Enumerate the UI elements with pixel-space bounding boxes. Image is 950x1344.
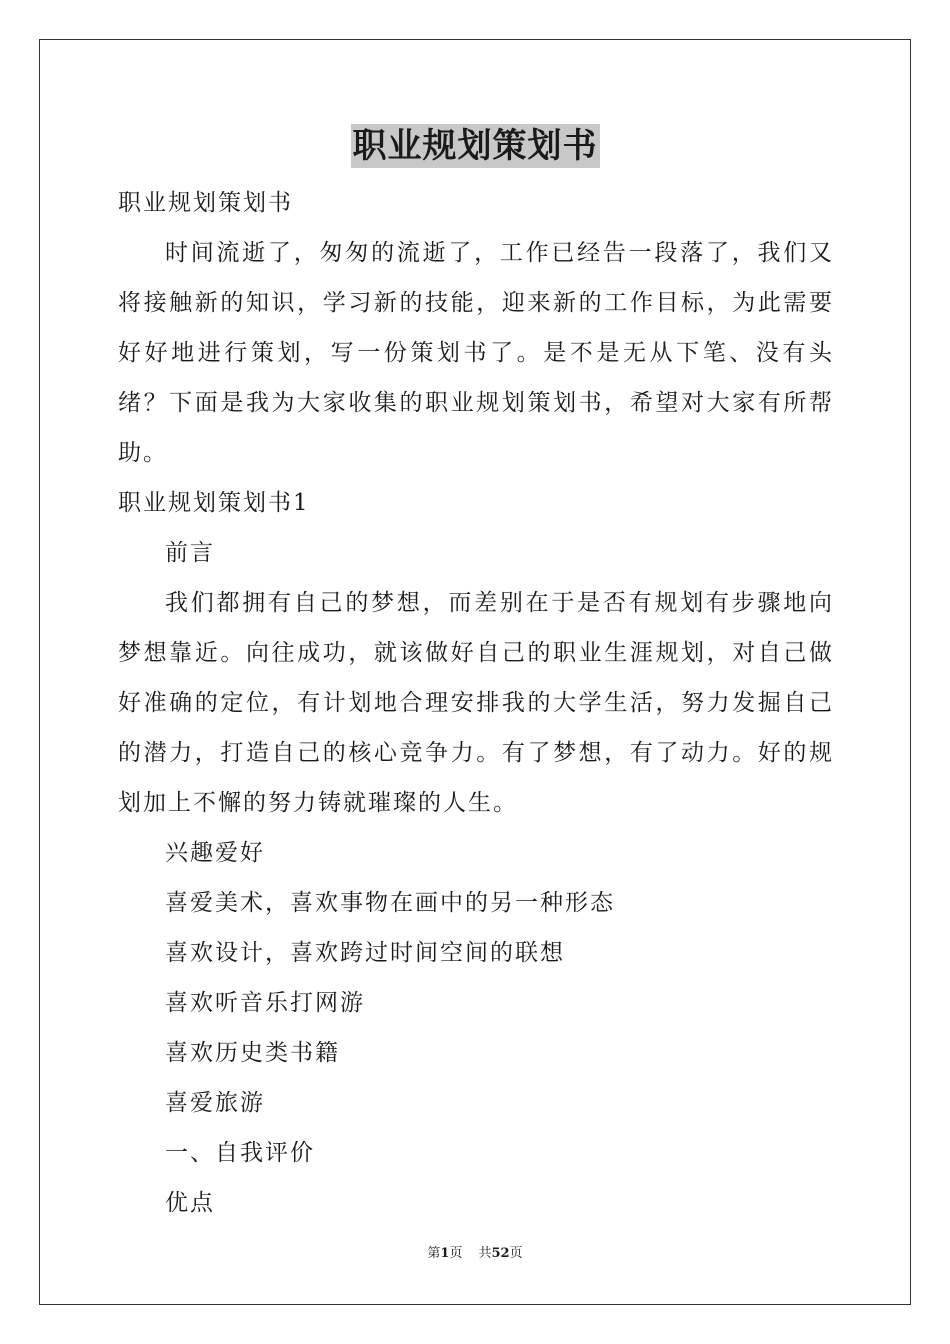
- page-suffix: 页: [449, 1246, 463, 1261]
- page-prefix: 第: [427, 1246, 441, 1261]
- section-heading: 职业规划策划书1: [118, 490, 310, 516]
- hobby-item: 喜欢设计，喜欢跨过时间空间的联想: [165, 940, 565, 966]
- subtitle-line: 职业规划策划书: [118, 190, 293, 216]
- hobby-item: 喜爱旅游: [165, 1090, 265, 1116]
- hobby-item: 喜欢听音乐打网游: [165, 990, 365, 1016]
- preface-paragraph: 我们都拥有自己的梦想，而差别在于是否有规划有步骤地向梦想靠近。向往成功，就该做好自己的职业生涯规划，对自己做好准确的定位，有计划地合理安排我的大学生活，努力发掘自己的潜力，打造自己的核心竞争力。有了梦想，有了动力。好的规划加上不懈的努力铸就璀璨的人生。: [118, 590, 834, 816]
- strengths-heading: 优点: [165, 1190, 215, 1216]
- title-container: [0, 124, 950, 168]
- total-suffix: 页: [509, 1246, 523, 1261]
- total-prefix: 共: [478, 1246, 492, 1261]
- total-pages: 52: [491, 1246, 510, 1261]
- preface-heading: 前言: [165, 540, 215, 566]
- hobby-item: 喜欢历史类书籍: [165, 1040, 340, 1066]
- document-body: [118, 178, 834, 1228]
- hobby-item: 喜爱美术，喜欢事物在画中的另一种形态: [165, 890, 615, 916]
- page-footer: [0, 1244, 950, 1264]
- self-evaluation-heading: 一、自我评价: [165, 1140, 315, 1166]
- intro-paragraph: 时间流逝了，匆匆的流逝了，工作已经告一段落了，我们又将接触新的知识，学习新的技能，迎来新的工作目标，为此需要好好地进行策划，写一份策划书了。是不是无从下笔、没有头绪？下面是我为大家收集的职业规划策划书，希望对大家有所帮助。: [118, 240, 834, 466]
- hobbies-heading: 兴趣爱好: [165, 840, 265, 866]
- page-number: 1: [440, 1246, 450, 1261]
- document-title: 职业规划策划书: [352, 126, 598, 166]
